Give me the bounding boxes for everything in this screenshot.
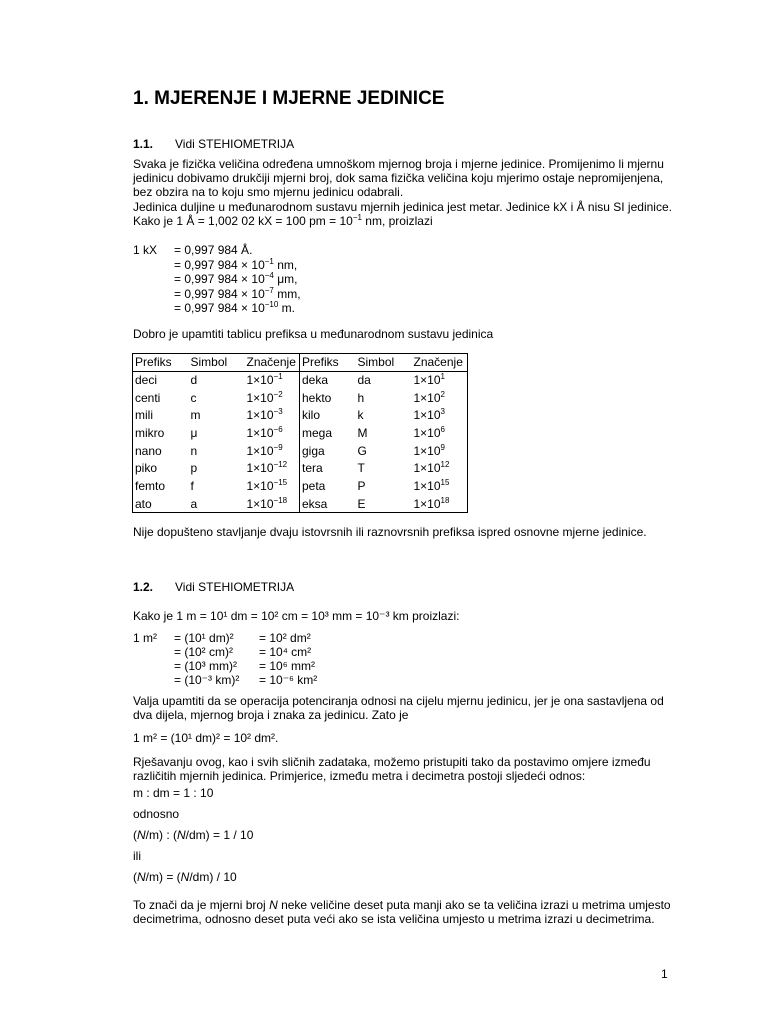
table-cell: piko: [135, 461, 158, 476]
exponent: 15: [440, 478, 450, 488]
exponent: 9: [440, 442, 445, 452]
header-cell: Značenje: [413, 355, 463, 370]
m2-eq-right: = 10² dm²: [259, 631, 311, 645]
kx-label: 1 kX: [133, 243, 158, 257]
note-line: Nije dopušteno stavljanje dvaju istovrsnih ili raznovrsnih prefiksa ispred osnovne mjerne jedinice.: [133, 525, 647, 539]
kx-equation-line: [174, 258, 297, 272]
power-base: 1×10: [413, 479, 441, 494]
equation-text: (N/m) : (N/dm) = 1 / 10: [133, 828, 254, 842]
exponent: −7: [264, 285, 274, 295]
m2-eq-left: = (10¹ dm)²: [174, 631, 234, 645]
exponent: −1: [273, 372, 283, 382]
table-cell: centi: [135, 390, 161, 405]
equation: 1 m² = (10¹ dm)² = 10² dm².: [133, 731, 279, 745]
paragraph-line: [133, 898, 671, 912]
header-cell: Prefiks: [302, 355, 339, 370]
m2-eq-right: = 10⁻⁶ km²: [259, 673, 318, 687]
table-cell: [245, 389, 300, 407]
table-cell: d: [190, 373, 198, 388]
power-base: 1×10: [413, 390, 441, 405]
kx-equation-line: [174, 287, 301, 301]
table-cell: femto: [135, 479, 166, 494]
exponent: 18: [440, 495, 450, 505]
table-row: [133, 424, 468, 442]
m2-label: 1 m²: [133, 631, 157, 645]
table-row: [133, 371, 468, 389]
header-cell: Simbol: [357, 355, 395, 370]
paragraph-line: bez obzira na to koju smo mjernu jedinicu odabrali.: [133, 185, 404, 199]
table-cell: G: [357, 443, 367, 458]
power-base: 1×10: [413, 496, 441, 511]
table-cell: [412, 407, 468, 425]
text: Kako je 1 Å = 1,002 02 kX = 100 pm = 10: [133, 214, 353, 228]
m2-eq-right: = 10⁶ mm²: [259, 659, 315, 673]
table-row: [133, 442, 468, 460]
ratio-equation: m : dm = 1 : 10: [133, 786, 214, 800]
power-base: 1×10: [413, 461, 441, 476]
exponent: −1: [352, 213, 362, 222]
table-cell: [245, 477, 300, 495]
text: nm,: [273, 257, 298, 272]
table-row: [133, 495, 468, 513]
table-cell: [412, 442, 468, 460]
kx-equation-line: [174, 301, 295, 315]
connector-word: odnosno: [133, 807, 180, 821]
table-cell: mega: [302, 426, 333, 441]
table-cell: h: [357, 390, 365, 405]
power-base: 1×10: [413, 426, 441, 441]
table-cell: deci: [135, 373, 158, 388]
table-cell: eksa: [302, 496, 328, 511]
paragraph-line: jedinicu dobivamo drukčiji mjerni broj, dok sama fizička veličina koju mjerimo ostaje nepromijenjena,: [133, 171, 664, 185]
power-base: 1×10: [246, 408, 274, 423]
table-intro: Dobro je upamtiti tablicu prefiksa u međunarodnom sustavu jedinica: [133, 327, 494, 341]
m2-eq-left: = (10³ mm)²: [174, 659, 237, 673]
table-cell: mikro: [135, 426, 165, 441]
page-title: 1. MJERENJE I MJERNE JEDINICE: [133, 88, 445, 109]
section-label: Vidi STEHIOMETRIJA: [175, 137, 295, 151]
table-cell: T: [357, 461, 365, 476]
table-row: [133, 407, 468, 425]
table-cell: deka: [302, 373, 329, 388]
table-cell: [412, 477, 468, 495]
text: nm, proizlazi: [361, 214, 433, 228]
table-row: [133, 389, 468, 407]
table-cell: hekto: [302, 390, 332, 405]
exponent: −1: [264, 256, 274, 266]
section-heading: [133, 137, 294, 151]
table-cell: [245, 495, 300, 513]
power-base: 1×10: [246, 479, 274, 494]
table-cell: mili: [135, 408, 153, 423]
paragraph-line: Valja upamtiti da se operacija potenciranja odnosi na cijelu mjernu jedinicu, jer je ona sastavljena od: [133, 694, 664, 708]
exponent: −12: [273, 460, 288, 470]
table-cell: P: [357, 479, 366, 494]
table-cell: m: [190, 408, 201, 423]
table-row: [133, 477, 468, 495]
power-base: 1×10: [246, 496, 274, 511]
prefix-table: [132, 353, 468, 513]
table-cell: [412, 424, 468, 442]
table-cell: ato: [135, 496, 152, 511]
table-cell: M: [357, 426, 368, 441]
table-cell: [245, 442, 300, 460]
table-cell: peta: [302, 479, 326, 494]
table-cell: n: [190, 443, 198, 458]
power-base: 1×10: [246, 390, 274, 405]
exponent: 2: [440, 389, 445, 399]
header-cell: Prefiks: [135, 355, 172, 370]
kx-equation-line: [174, 272, 297, 286]
table-cell: kilo: [302, 408, 321, 423]
exponent: −15: [273, 478, 288, 488]
exponent: 1: [440, 372, 445, 382]
header-cell: Značenje: [245, 354, 300, 372]
header-cell: Simbol: [190, 355, 228, 370]
m2-eq-left: = (10² cm)²: [174, 645, 234, 659]
kx-equation-line: [174, 243, 252, 257]
exponent: −2: [273, 389, 283, 399]
exponent: −10: [264, 300, 279, 309]
section-number: 1.1.: [133, 137, 154, 151]
text: = 0,997 984 Å.: [174, 243, 253, 257]
exponent: 3: [440, 407, 445, 417]
exponent: 6: [440, 425, 445, 435]
m2-eq-right: = 10⁴ cm²: [259, 645, 312, 659]
table-cell: [412, 389, 468, 407]
table-cell: a: [190, 496, 198, 511]
table-cell: [412, 371, 468, 389]
table-cell: [245, 371, 300, 389]
table-row: [133, 460, 468, 478]
table-cell: da: [357, 373, 371, 388]
m2-eq-left: = (10⁻³ km)²: [174, 673, 240, 687]
exponent: −6: [273, 425, 283, 435]
text: m.: [278, 301, 295, 315]
connector-word: ili: [133, 849, 141, 863]
paragraph-text: To znači da je mjerni broj N neke veličine deset puta manji ako se ta veličina izrazi u metrima umjesto: [133, 898, 671, 912]
table-cell: [412, 495, 468, 513]
equation: [133, 828, 253, 842]
table-header-row: [133, 354, 468, 372]
table-cell: p: [190, 461, 198, 476]
paragraph-line: različitih mjernih jedinica. Primjerice, između metra i decimetra postoji sljedeći odnos:: [133, 769, 586, 783]
text: μm,: [273, 272, 298, 286]
kako-line-2: Kako je 1 m = 10¹ dm = 10² cm = 10³ mm = 10⁻³ km proizlazi:: [133, 609, 460, 623]
table-cell: c: [190, 390, 197, 405]
paragraph-line: Rješavanju ovog, kao i svih sličnih zadataka, možemo pristupiti tako da postavimo omjere između: [133, 755, 651, 769]
text: = 0,997 984 × 10: [174, 272, 265, 286]
exponent: −3: [273, 407, 283, 417]
table-cell: [412, 460, 468, 478]
section-number: 1.2.: [133, 580, 154, 594]
power-base: 1×10: [413, 373, 441, 388]
power-base: 1×10: [413, 443, 441, 458]
power-base: 1×10: [413, 408, 441, 423]
power-base: 1×10: [246, 443, 274, 458]
table-cell: [245, 424, 300, 442]
table-cell: giga: [302, 443, 325, 458]
text: = 0,997 984 × 10: [174, 257, 265, 272]
table-cell: μ: [190, 426, 198, 441]
section-label: Vidi STEHIOMETRIJA: [175, 580, 295, 594]
text: = 0,997 984 × 10: [174, 286, 265, 301]
power-base: 1×10: [246, 373, 274, 388]
paragraph-line: decimetrima, odnosno deset puta veći ako se ista veličina umjesto u metrima izrazi u decimetrima.: [133, 912, 655, 926]
table-cell: [245, 407, 300, 425]
table-cell: f: [190, 479, 194, 494]
section-heading: [133, 580, 294, 594]
paragraph-line: Jedinica duljine u međunarodnom sustavu mjernih jedinica jest metar. Jedinice kX i Å nisu SI jedinice.: [133, 200, 672, 214]
page-number: 1: [661, 967, 668, 981]
exponent: 12: [440, 460, 450, 470]
exponent: −9: [273, 442, 283, 452]
paragraph-line: dva dijela, mjernog broja i znaka za jedinicu. Zato je: [133, 708, 409, 722]
power-base: 1×10: [246, 461, 274, 476]
equation-text: (N/m) = (N/dm) / 10: [133, 870, 237, 884]
exponent: −4: [264, 271, 274, 280]
paragraph-line: Svaka je fizička veličina određena umnoškom mjernog broja i mjerne jedinice. Promijenimo li mjernu: [133, 157, 664, 171]
power-base: 1×10: [246, 426, 274, 441]
table-cell: nano: [135, 443, 162, 458]
text: mm,: [273, 286, 301, 301]
equation: [133, 870, 237, 884]
table-cell: k: [357, 408, 364, 423]
kako-line: [133, 214, 433, 228]
text: = 0,997 984 × 10: [174, 301, 265, 315]
table-cell: [245, 460, 300, 478]
table-cell: E: [357, 496, 366, 511]
exponent: −18: [273, 495, 288, 505]
table-cell: tera: [302, 461, 323, 476]
